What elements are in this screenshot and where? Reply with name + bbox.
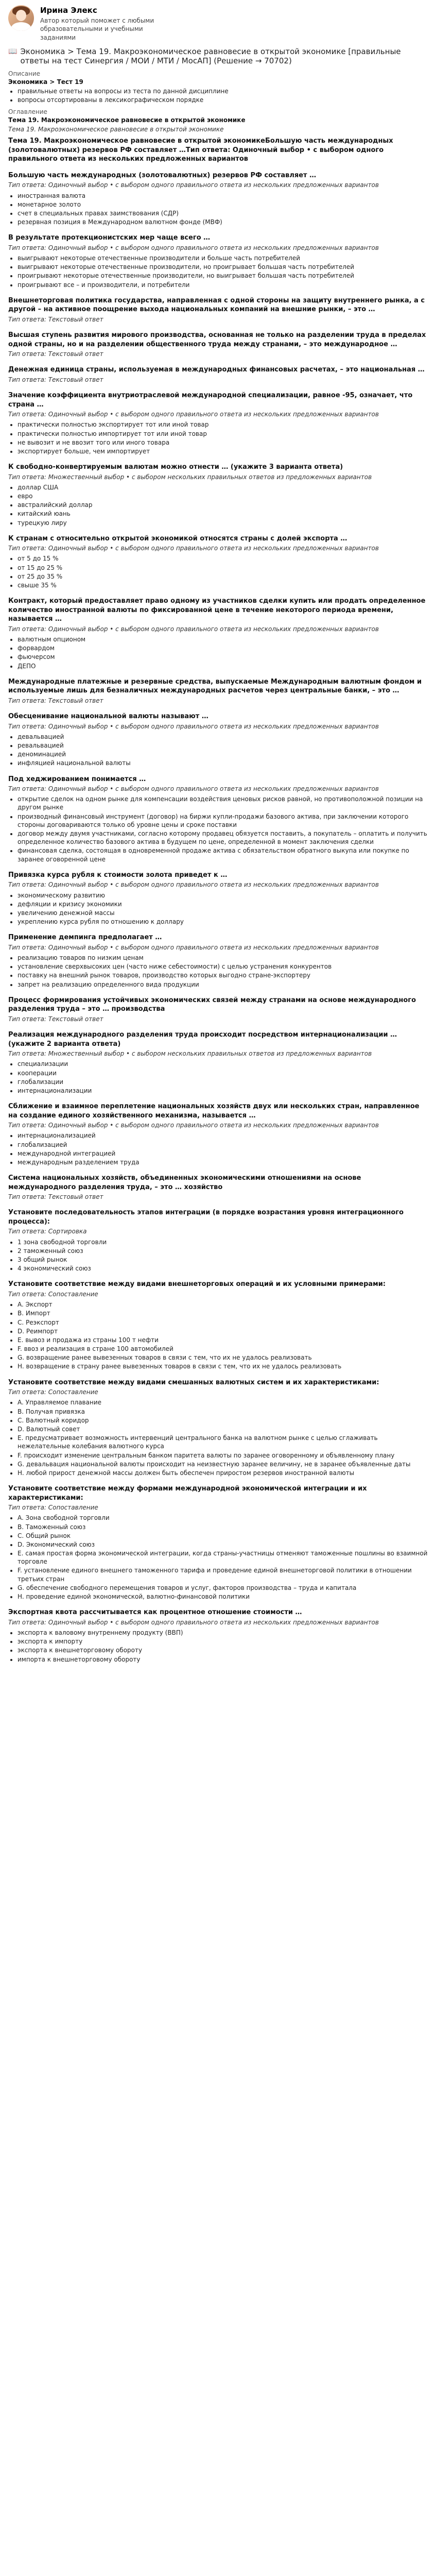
question-text: Привязка курса рубля к стоимости золота приведет к … <box>8 871 228 879</box>
question-block <box>8 996 428 1023</box>
question-text: Экспортная квота рассчитывается как процентное отношение стоимости … <box>8 1608 302 1617</box>
answer-type: Тип ответа: Текстовый ответ <box>8 1193 103 1201</box>
answer-option: • австралийский доллар <box>18 501 428 509</box>
answer-type: Тип ответа: Одиночный выбор • с выбором одного правильного ответа из нескольких предложенных вариантов <box>8 244 379 251</box>
question-block <box>8 712 428 767</box>
description-label: Описание <box>8 70 41 77</box>
page-title: Экономика > Тема 19. Макроэкономическое равновесие в открытой экономике [правильные ответы на тест Синергия / МОИ / МТИ / МосАП] (Решение → 70702) <box>20 46 401 65</box>
question-block <box>8 296 428 324</box>
toc-note: Тема 19. Макроэкономическое равновесие в открытой экономике <box>8 125 224 133</box>
question-text: К странам с относительно открытой экономикой относятся страны с долей экспорта … <box>8 534 347 543</box>
answer-option: • валютным опционом <box>18 635 428 643</box>
answer-type: Тип ответа: Одиночный выбор • с выбором одного правильного ответа из нескольких предложенных вариантов <box>8 181 379 189</box>
answer-option: • D. Экономический союз <box>18 1540 428 1549</box>
answer-option: • инфляцией национальной валюты <box>18 759 428 767</box>
answer-options <box>18 1514 428 1601</box>
answer-option: • A. Экспорт <box>18 1300 428 1309</box>
answer-option: • проигрывают некоторые отечественные производители, но выигрывает большая часть потребителей <box>18 272 428 280</box>
book-icon: 📖 <box>8 47 18 56</box>
description-value: Экономика > Тест 19 <box>8 78 83 86</box>
answer-option: • договор между двумя участниками, согласно которому продавец обязуется поставить, а покупатель – оплатить и получить определенное количество базового актива в будущем по цене, определенной в момент заключения сделки <box>18 829 428 846</box>
author-description: Автор который поможет с любыми образовательными и учебными заданиями <box>40 17 154 41</box>
intro-text: Тема 19. Макроэкономическое равновесие в открытой экономикеБольшую часть международных (золотовалютных) резервов РФ составляет …Тип ответа: Одиночный выбор • с выбором одного правильного ответа из нескольких предложенных вариантов <box>8 137 393 163</box>
author-block <box>8 5 428 42</box>
answer-option: • открытие сделок на одном рынке для компенсации воздействия ценовых рисков равной, но противоположной позиции на другом рынке <box>18 795 428 811</box>
answer-option: • девальвацией <box>18 733 428 741</box>
answer-type: Тип ответа: Сопоставление <box>8 1388 98 1396</box>
answer-type: Тип ответа: Одиночный выбор • с выбором одного правильного ответа из нескольких предложенных вариантов <box>8 625 379 633</box>
answer-option: • финансовая сделка, состоящая в одновременной продаже актива с обязательством обратного выкупа или покупке по заранее оговоренной цене <box>18 846 428 863</box>
answer-option: • от 15 до 25 % <box>18 564 428 572</box>
question-text: Под хеджированием понимается … <box>8 775 146 783</box>
answer-type: Тип ответа: Одиночный выбор • с выбором одного правильного ответа из нескольких предложенных вариантов <box>8 411 379 418</box>
answer-options <box>18 1060 428 1095</box>
answer-option: • производный финансовый инструмент (договор) на биржи купли-продажи базового актива, при заключении которого стороны договариваются только об уровне цены и сроке поставки <box>18 812 428 829</box>
answer-options <box>18 635 428 670</box>
question-block <box>8 1174 428 1201</box>
answer-option: • 2 таможенный союз <box>18 1247 428 1255</box>
question-block <box>8 365 428 384</box>
answer-option: • поставку на внешний рынок товаров, производство которых выгодно стране-экспортеру <box>18 971 428 979</box>
question-text: Сближение и взаимное переплетение национальных хозяйств двух или нескольких стран, направленное на создание единого хозяйственного механизма, называется … <box>8 1103 420 1120</box>
answer-options <box>18 1300 428 1371</box>
answer-type: Тип ответа: Текстовый ответ <box>8 350 103 358</box>
answer-option: • международной интеграцией <box>18 1149 428 1158</box>
question-text: В результате протекционистских мер чаще всего … <box>8 234 211 242</box>
answer-option: • 1 зона свободной торговли <box>18 1238 428 1246</box>
answer-option: • счет в специальных правах заимствования (СДР) <box>18 209 428 217</box>
answer-option: • F. происходит изменение центральным банком паритета валюты по заранее оговоренному и объявленному плану <box>18 1451 428 1460</box>
question-block <box>8 1208 428 1273</box>
question-block <box>8 534 428 589</box>
description-bullets <box>18 87 428 104</box>
answer-option: • D. Реимпорт <box>18 1327 428 1335</box>
answer-option: • интернационализацией <box>18 1131 428 1140</box>
answer-type: Тип ответа: Текстовый ответ <box>8 315 103 323</box>
answer-option: • установление сверхвысоких цен (часто ниже себестоимости) с целью устранения конкурентов <box>18 962 428 971</box>
answer-type: Тип ответа: Множественный выбор • с выбором нескольких правильных ответов из предложенных вариантов <box>8 473 372 481</box>
answer-type: Тип ответа: Одиночный выбор • с выбором одного правильного ответа из нескольких предложенных вариантов <box>8 1122 379 1129</box>
question-text: Установите соответствие между формами международной экономической интеграции и их характеристиками: <box>8 1485 367 1502</box>
questions-list <box>8 171 428 1664</box>
question-text: Установите последовательность этапов интеграции (в порядке возрастания уровня интеграционного процесса): <box>8 1209 404 1226</box>
question-text: Применение демпинга предполагает … <box>8 934 162 942</box>
toc-title: Тема 19. Макроэкономическое равновесие в открытой экономике <box>8 116 246 124</box>
question-text: Обесценивание национальной валюты называют … <box>8 713 208 721</box>
toc-label: Оглавление <box>8 108 47 115</box>
answer-options <box>18 1398 428 1477</box>
avatar[interactable] <box>8 5 34 31</box>
list-item: • вопросы отсортированы в лексикографическом порядке <box>18 96 428 104</box>
answer-option: • E. предусматривает возможность интервенций центрального банка на валютном рынке с целью сглаживать нежелательные колебания валютного курса <box>18 1434 428 1450</box>
question-text: Установите соответствие между видами смешанных валютных систем и их характеристиками: <box>8 1378 379 1386</box>
answer-option: • реализацию товаров по низким ценам <box>18 954 428 962</box>
question-block <box>8 677 428 705</box>
answer-option: • резервная позиция в Международном валютном фонде (МВФ) <box>18 218 428 226</box>
question-block <box>8 1030 428 1095</box>
answer-option: • импорта к внешнеторговому обороту <box>18 1655 428 1664</box>
answer-options <box>18 733 428 768</box>
answer-type: Тип ответа: Множественный выбор • с выбором нескольких правильных ответов из предложенных вариантов <box>8 1050 372 1058</box>
answer-type: Тип ответа: Одиночный выбор • с выбором одного правильного ответа из нескольких предложенных вариантов <box>8 785 379 793</box>
answer-option: • китайский юань <box>18 510 428 518</box>
question-text: Внешнеторговая политика государства, направленная с одной стороны на защиту внутреннего рынка, а с другой – на активное поощрение выхода национальных компаний на внешние рынки, – это … <box>8 296 425 314</box>
answer-option: • экспорта к импорту <box>18 1637 428 1646</box>
answer-option: • проигрывают все – и производители, и потребители <box>18 281 428 289</box>
question-block <box>8 871 428 926</box>
question-block <box>8 933 428 988</box>
question-block <box>8 1102 428 1166</box>
answer-option: • A. Зона свободной торговли <box>18 1514 428 1522</box>
question-text: Международные платежные и резервные средства, выпускаемые Международным валютным фондом и используемые лишь для безналичных международных расчетов через центральные банки, – это … <box>8 677 422 695</box>
answer-options <box>18 254 428 289</box>
answer-option: • C. Валютный коридор <box>18 1416 428 1425</box>
page-title-row <box>8 47 428 65</box>
answer-option: • международным разделением труда <box>18 1158 428 1166</box>
answer-type: Тип ответа: Одиночный выбор • с выбором одного правильного ответа из нескольких предложенных вариантов <box>8 943 379 951</box>
question-block <box>8 597 428 670</box>
question-block <box>8 463 428 527</box>
question-text: Система национальных хозяйств, объединенных экономическими отношениями на основе международного разделения труда, – это … хозяйство <box>8 1174 361 1191</box>
answer-option: • C. Общий рынок <box>18 1532 428 1540</box>
answer-option: • глобализации <box>18 1078 428 1086</box>
author-name[interactable]: Ирина Элекс <box>40 6 97 15</box>
answer-option: • F. ввоз и реализация в стране 100 автомобилей <box>18 1345 428 1353</box>
answer-options <box>18 891 428 926</box>
answer-option: • ДЕПО <box>18 662 428 670</box>
question-block <box>8 331 428 358</box>
answer-option: • 4 экономический союз <box>18 1264 428 1273</box>
answer-type: Тип ответа: Сопоставление <box>8 1290 98 1298</box>
answer-type: Тип ответа: Сортировка <box>8 1228 87 1235</box>
answer-option: • B. Таможенный союз <box>18 1523 428 1531</box>
answer-option: • H. возвращение в страну ранее вывезенных товаров в связи с тем, что их не удалось реализовать <box>18 1362 428 1370</box>
answer-type: Тип ответа: Текстовый ответ <box>8 697 103 704</box>
answer-option: • D. Валютный совет <box>18 1425 428 1433</box>
answer-option: • F. установление единого внешнего таможенного тарифа и проведение единой внешнеторговой политики в отношении третьих стран <box>18 1566 428 1583</box>
answer-option: • E. самая простая форма экономической интеграции, когда страны-участницы отменяют таможенные пошлины во взаимной торговле <box>18 1549 428 1566</box>
answer-option: • укреплению курса рубля по отношению к доллару <box>18 918 428 926</box>
answer-option: • не вывозит и не ввозит того или иного товара <box>18 438 428 447</box>
question-block <box>8 233 428 289</box>
answer-option: • G. девальвация национальной валюты происходит на неизвестную заранее величину, не в заранее объявленные даты <box>18 1460 428 1468</box>
answer-option: • B. Получая привязка <box>18 1408 428 1416</box>
answer-option: • G. возвращение ранее вывезенных товаров в связи с тем, что их не удалось реализовать <box>18 1353 428 1362</box>
question-block <box>8 171 428 226</box>
answer-option: • выигрывают некоторые отечественные производители, но проигрывает большая часть потребителей <box>18 263 428 271</box>
answer-option: • дефляции и кризису экономики <box>18 900 428 908</box>
answer-options <box>18 795 428 863</box>
answer-option: • от 25 до 35 % <box>18 572 428 581</box>
answer-type: Тип ответа: Одиночный выбор • с выбором одного правильного ответа из нескольких предложенных вариантов <box>8 1618 379 1626</box>
question-text: Денежная единица страны, используемая в международных финансовых расчетах, – это национальная … <box>8 366 425 374</box>
answer-option: • свыше 35 % <box>18 581 428 589</box>
answer-type: Тип ответа: Одиночный выбор • с выбором одного правильного ответа из нескольких предложенных вариантов <box>8 722 379 730</box>
answer-option: • E. вывоз и продажа из страны 100 т нефти <box>18 1336 428 1344</box>
answer-option: • евро <box>18 492 428 500</box>
answer-type: Тип ответа: Одиночный выбор • с выбором одного правильного ответа из нескольких предложенных вариантов <box>8 545 379 552</box>
answer-options <box>18 554 428 589</box>
question-block <box>8 391 428 455</box>
answer-options <box>18 420 428 455</box>
answer-option: • H. проведение единой экономической, валютно-финансовой политики <box>18 1592 428 1601</box>
answer-options <box>18 954 428 989</box>
question-text: Высшая ступень развития мирового производства, основанная не только на разделении труда в пределах одной страны, но и на разделении общественного труда между странами, – это международное … <box>8 331 426 348</box>
answer-type: Тип ответа: Текстовый ответ <box>8 1015 103 1023</box>
question-block <box>8 1484 428 1601</box>
answer-option: • H. любой прирост денежной массы должен быть обеспечен приростом резервов иностранной валюты <box>18 1469 428 1477</box>
answer-option: • деноминацией <box>18 750 428 758</box>
answer-option: • практически полностью импортирует тот или иной товар <box>18 430 428 438</box>
answer-option: • G. обеспечение свободного перемещения товаров и услуг, факторов производства – труда и капитала <box>18 1584 428 1592</box>
question-text: Контракт, который предоставляет право одному из участников сделки купить или продать определенное количество иностранной валюты по фиксированной цене в течение некоторого периода времени, называется … <box>8 597 426 623</box>
answer-option: • специализации <box>18 1060 428 1068</box>
answer-option: • кооперации <box>18 1069 428 1077</box>
answer-option: • интернационализации <box>18 1087 428 1095</box>
answer-option: • C. Реэкспорт <box>18 1318 428 1327</box>
answer-options <box>18 1238 428 1273</box>
question-block <box>8 1378 428 1477</box>
answer-option: • экспорта к валовому внутреннему продукту (ВВП) <box>18 1629 428 1637</box>
answer-option: • экспорта к внешнеторговому обороту <box>18 1646 428 1654</box>
answer-option: • иностранная валюта <box>18 192 428 200</box>
answer-option: • 3 общий рынок <box>18 1256 428 1264</box>
answer-options <box>18 192 428 227</box>
answer-option: • глобализацией <box>18 1141 428 1149</box>
answer-options <box>18 1131 428 1166</box>
answer-option: • монетарное золото <box>18 200 428 209</box>
answer-options <box>18 1629 428 1664</box>
answer-option: • ревальвацией <box>18 741 428 750</box>
answer-type: Тип ответа: Сопоставление <box>8 1504 98 1512</box>
question-text: Большую часть международных (золотовалютных) резервов РФ составляет … <box>8 171 317 179</box>
question-block <box>8 775 428 863</box>
answer-option: • от 5 до 15 % <box>18 554 428 563</box>
question-text: Процесс формирования устойчивых экономических связей между странами на основе международного разделения труда – это … производства <box>8 996 416 1013</box>
answer-option: • экономическому развитию <box>18 891 428 900</box>
answer-option: • увеличению денежной массы <box>18 909 428 917</box>
answer-options <box>18 483 428 527</box>
answer-option: • турецкую лиру <box>18 519 428 527</box>
answer-type: Тип ответа: Текстовый ответ <box>8 376 103 383</box>
answer-type: Тип ответа: Одиночный выбор • с выбором одного правильного ответа из нескольких предложенных вариантов <box>8 881 379 889</box>
answer-option: • фьючерсом <box>18 653 428 661</box>
question-text: Значение коэффициента внутриотраслевой международной специализации, равное -95, означает, что страна … <box>8 392 413 409</box>
list-item: • правильные ответы на вопросы из теста по данной дисциплине <box>18 87 428 95</box>
question-text: К свободно-конвертируемым валютам можно отнести … (укажите 3 варианта ответа) <box>8 463 343 471</box>
question-block <box>8 1608 428 1663</box>
answer-option: • A. Управляемое плавание <box>18 1398 428 1406</box>
question-block <box>8 1280 428 1370</box>
answer-option: • B. Импорт <box>18 1309 428 1317</box>
answer-option: • выигрывают некоторые отечественные производители и больше часть потребителей <box>18 254 428 262</box>
question-text: Реализация международного разделения труда происходит посредством интернационализации … (укажите 2 варианта ответа) <box>8 1031 397 1048</box>
answer-option: • доллар США <box>18 483 428 492</box>
answer-option: • экспортирует больше, чем импортирует <box>18 447 428 455</box>
question-text: Установите соответствие между видами внешнеторговых операций и их условными примерами: <box>8 1280 386 1289</box>
answer-option: • запрет на реализацию определенного вида продукции <box>18 980 428 989</box>
answer-option: • практически полностью экспортирует тот или иной товар <box>18 420 428 429</box>
answer-option: • форвардом <box>18 644 428 652</box>
